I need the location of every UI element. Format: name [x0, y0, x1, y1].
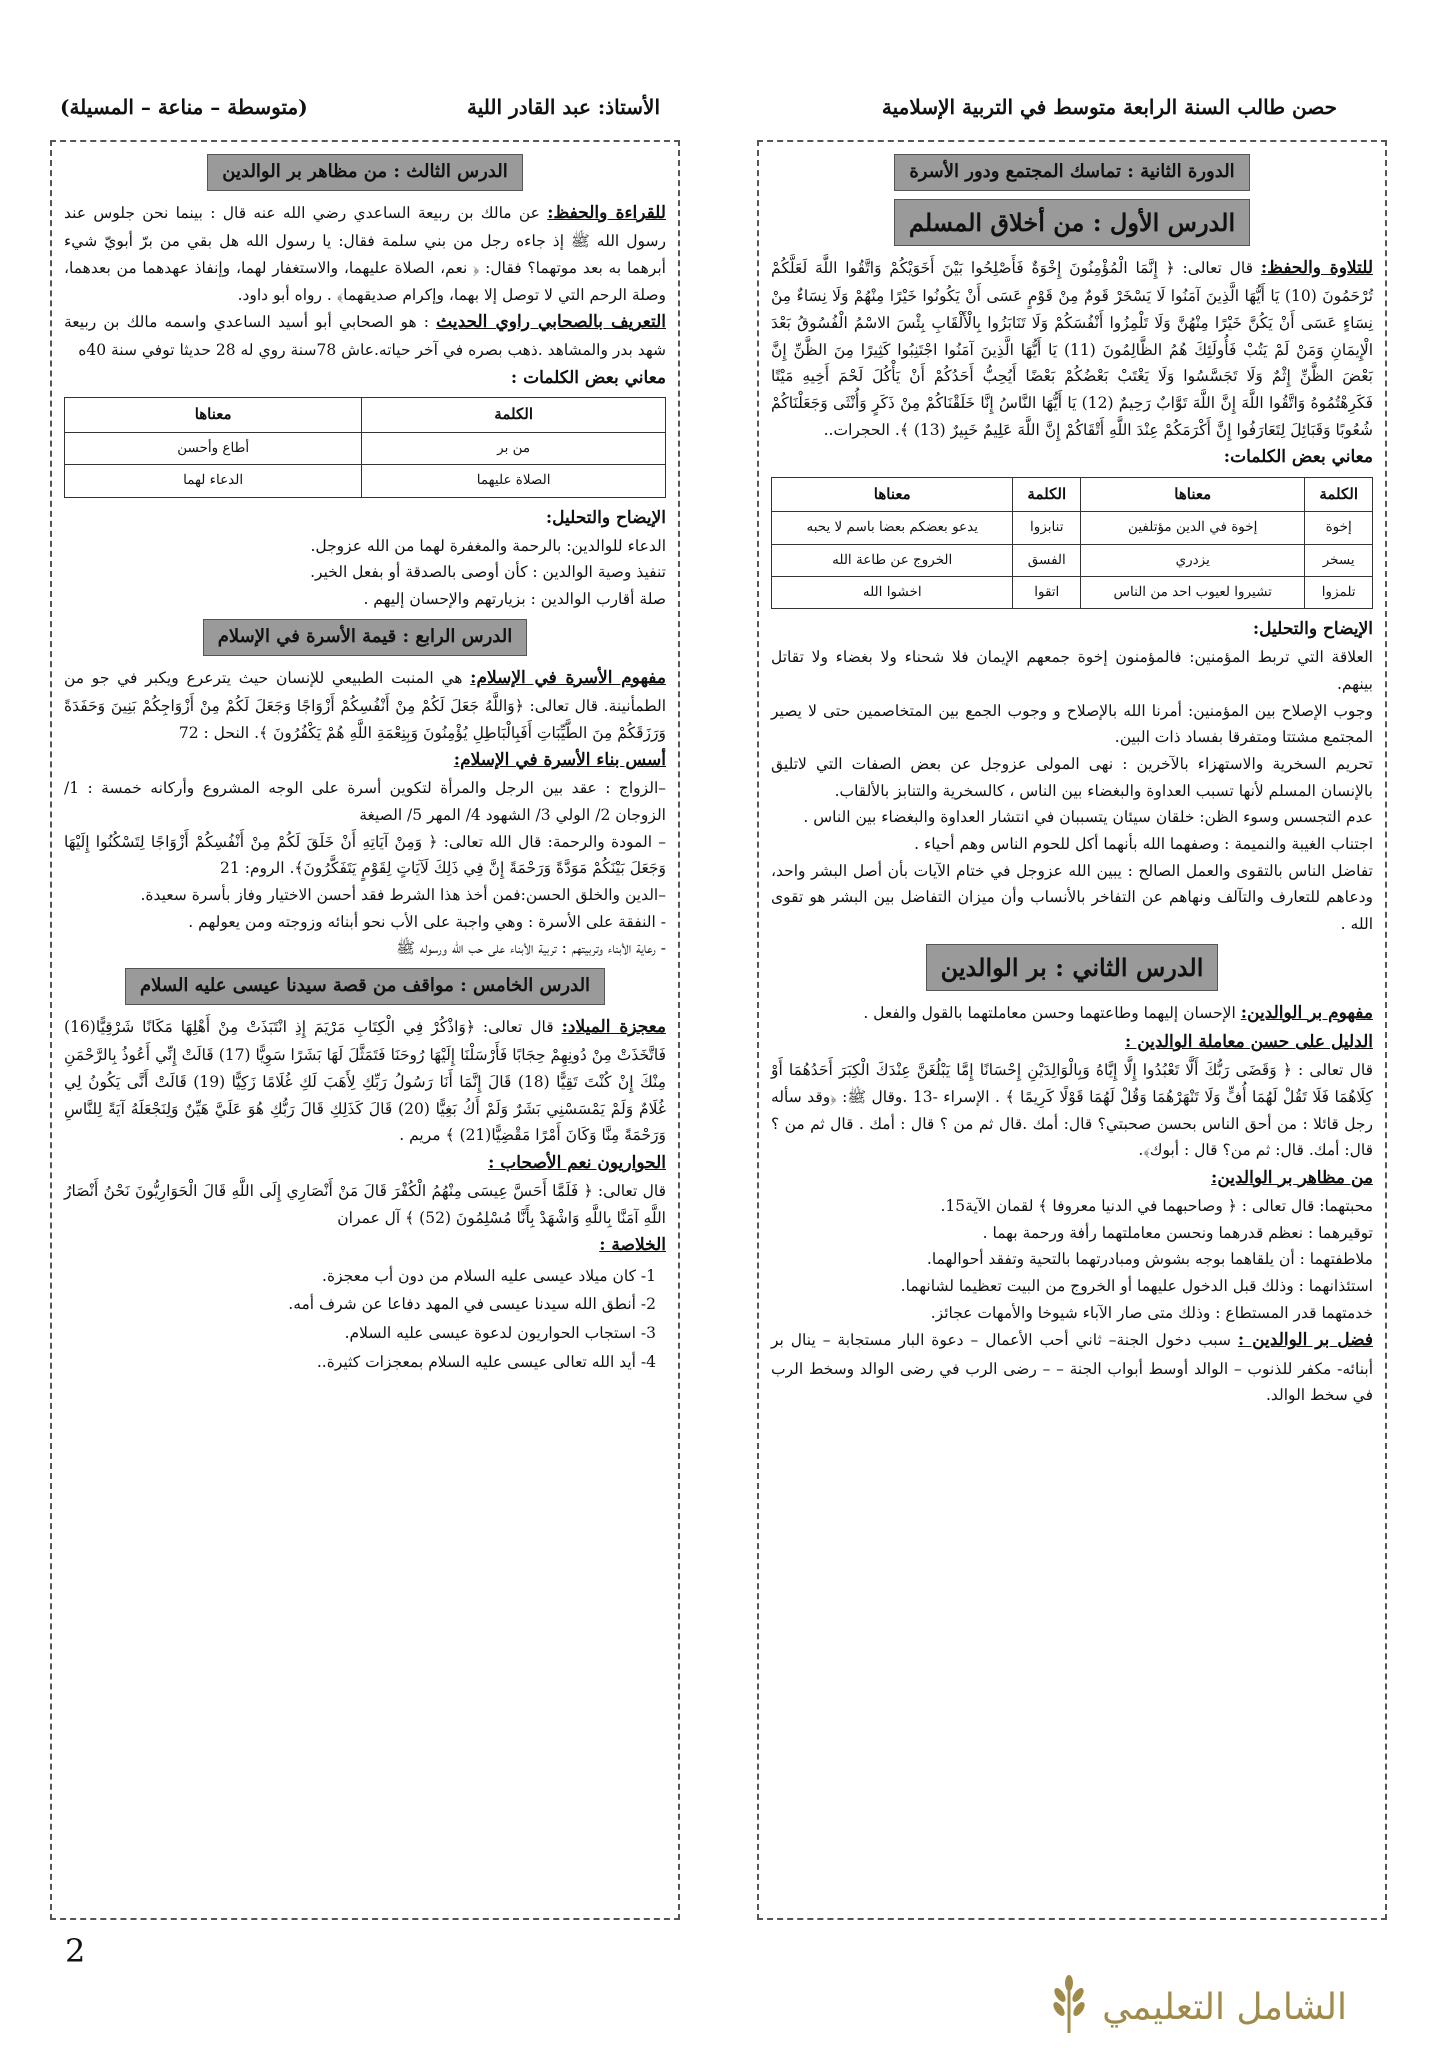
lesson1-words-heading: معاني بعض الكلمات: [1223, 447, 1373, 468]
unit-title: الدورة الثانية : تماسك المجتمع ودور الأسرة [894, 154, 1249, 191]
table-row: تلمزوا تشيروا لعيوب احد من الناس اتقوا اخشوا الله [772, 576, 1373, 608]
list-item: 2- أنطق الله سيدنا عيسى في المهد دفاعا عن شرف أمه. [288, 1295, 656, 1314]
lesson2-evidence: قال تعالى : ﴿ وَقَضَى رَبُّكَ أَلَّا تَعْبُدُوا إِلَّا إِيَّاهُ وَبِالْوَالِدَيْنِ إِحْسَانًا إِمَّا يَبْلُغَنَّ عِنْدَكَ الْكِبَرَ أَحَدُهُمَا أَوْ كِلَاهُمَا فَلَا تَقُلْ لَهُمَا أُفٍّ وَلَا تَنْهَرْهُمَا وَقُلْ لَهُمَا قَوْلًا كَرِيمًا ﴾ . الإسراء -13 .وقال ﷺ: ﴿وقد سأله رجل قائلا : من أحق الناس بحسن صحبتي؟ قال: أمك .قال ثم من ؟ قال : أمك . قال ثم من ؟ قال: أمك. قال: ثم من؟ قال : أبوك﴾. [771, 1061, 1373, 1160]
list-item: تفاضل الناس بالتقوى والعمل الصالح : يبين الله عزوجل في ختام الآيات بأن أصل البشر واحد، ودعاهم للتعارف والتآلف ونهاهم عن التفاخر بالأنساب وأن ميزان التفاضل بين البشر هو تقوى الله . [771, 861, 1373, 933]
list-item: الدعاء للوالدين: بالرحمة والمغفرة لهما من الله عزوجل. [310, 536, 666, 555]
list-item: 4- أيد الله تعالى عيسى عليه السلام بمعجزات كثيرة.. [316, 1352, 656, 1371]
lesson1-words-table: الكلمة معناها الكلمة معناها إخوة إخوة في الدين مؤتلفين تنابزوا يدعو بعضكم بعضا باسم لا يحبه يسخر يزدري الفسق الخروج عن طاعة الله تلمزوا تشيروا لعيوب احد من الناس اتقوا اخشوا الله [771, 477, 1373, 609]
page-number: 2 [65, 1932, 86, 1970]
lesson5-summary-heading: الخلاصة : [599, 1235, 666, 1256]
lesson1-recitation: للتلاوة والحفظ: قال تعالى: ﴿ إِنَّمَا الْمُؤْمِنُونَ إِخْوَةٌ فَأَصْلِحُوا بَيْنَ أَخَوَيْكُمْ وَاتَّقُوا اللَّهَ لَعَلَّكُمْ تُرْحَمُونَ (10) يَا أَيُّهَا الَّذِينَ آمَنُوا لَا يَسْخَرْ قَومٌ مِنْ قَوْمٍ عَسَى أَنْ يَكُونُوا خَيْرًا مِنْهُمْ وَلَا نِسَاءٌ مِنْ نِسَاءٍ عَسَى أَنْ يَكُنَّ خَيْرًا مِنْهُنَّ وَلَا تَلْمِزُوا أَنْفُسَكُمْ وَلَا تَنَابَزُوا بِالْأَلْقَابِ بِئْسَ الاسْمُ الْفُسُوقُ بَعْدَ الْإِيمَانِ وَمَنْ لَمْ يَتُبْ فَأُولَئِكَ هُمُ الظَّالِمُونَ (11) يَا أَيُّهَا الَّذِينَ آمَنُوا اجْتَنِبُوا كَثِيرًا مِنَ الظَّنِّ إِنَّ بَعْضَ الظَّنِّ إِثْمٌ وَلَا تَجَسَّسُوا وَلَا يَغْتَبْ بَعْضُكُمْ بَعْضًا أَيُحِبُّ أَحَدُكُمْ أَنْ يَأْكُلَ لَحْمَ أَخِيهِ مَيْتًا فَكَرِهْتُمُوهُ وَاتَّقُوا اللَّهَ إِنَّ اللَّهَ تَوَّابٌ رَحِيمٌ (12) يَا أَيُّهَا النَّاسُ إِنَّا خَلَقْنَاكُمْ مِنْ ذَكَرٍ وَأُنْثَى وَجَعَلْنَاكُمْ شُعُوبًا وَقَبَائِلَ لِتَعَارَفُوا إِنَّ أَكْرَمَكُمْ عِنْدَ اللَّهِ أَتْقَاكُمْ إِنَّ اللَّهَ عَلِيمٌ خَبِيرٌ (13) ﴾. الحجرات.. [771, 258, 1374, 439]
list-item: 3- استجاب الحواريون لدعوة عيسى عليه السلام. [344, 1323, 656, 1342]
list-item: 1- كان ميلاد عيسى عليه السلام من دون أب معجزة. [322, 1266, 656, 1285]
table-row: الصلاة عليهما الدعاء لهما [65, 465, 666, 497]
school-name: (متوسطة – مناعة – المسيلة) [60, 95, 308, 119]
table-row: يسخر يزدري الفسق الخروج عن طاعة الله [772, 544, 1373, 576]
lesson5-apostles-heading: الحواريون نعم الأصحاب : [488, 1152, 666, 1173]
list-item: محبتهما: قال تعالى : ﴿ وصاحبهما في الدنيا معروفا ﴾ لقمان الآية15. [940, 1197, 1373, 1216]
lesson4-basis-heading: أسس بناء الأسرة في الإسلام: [453, 750, 666, 771]
lesson5-apostles: قال تعالى: ﴿ فَلَمَّا أَحَسَّ عِيسَى مِنْهُمُ الْكُفْرَ قَالَ مَنْ أَنْصَارِي إِلَى اللَّهِ قَالَ الْحَوَارِيُّونَ نَحْنُ أَنْصَارُ اللَّهِ آمَنَّا بِاللَّهِ وَاشْهَدْ بِأَنَّا مُسْلِمُونَ (52) ﴾ آل عمران [64, 1182, 666, 1227]
lesson3-reading: للقراءة والحفظ: عن مالك بن ربيعة الساعدي رضي الله عنه قال : بينما نحن جلوس عند رسول الله ﷺ إذ جاءه رجل من بني سلمة فقال: يا رسول الله هل بقي من برّ أبويّ شيء أبرهما به بعد موتهما؟ فقال: ﴿ نعم، الصلاة عليهما، والاستغفار لهما، وإنفاذ عهدهما من بعدهما، وصلة الرحم التي لا توصل إلا بهما، وإكرام صديقهما﴾ . رواه أبو داود. [64, 202, 666, 304]
right-column [757, 140, 1387, 1920]
lesson5-summary-list [64, 1263, 666, 1376]
list-item: صلة أقارب الوالدين : بزيارتهم والإحسان إليهم . [363, 590, 666, 609]
list-item: توقيرهما : نعظم قدرهما ونحسن معاملتهما رأفة ورحمة بهما . [982, 1223, 1373, 1242]
lesson5-title: الدرس الخامس : مواقف من قصة سيدنا عيسى عليه السلام [125, 968, 605, 1005]
table-row: إخوة إخوة في الدين مؤتلفين تنابزوا يدعو بعضكم بعضا باسم لا يحبه [772, 512, 1373, 544]
lesson3-title: الدرس الثالث : من مظاهر بر الوالدين [207, 154, 522, 191]
list-item: وجوب الإصلاح بين المؤمنين: أمرنا الله بالإصلاح و وجوب الجمع بين المتخاصمين حتى لا يصير المجتمع مشتتا ومتفرقا بفساد ذات البين. [771, 701, 1373, 747]
table-row: من بر أطاع وأحسن [65, 433, 666, 465]
list-item: اجتناب الغيبة والنميمة : وصفهما الله بأنهما أكل للحوم الناس وهم أحياء . [914, 834, 1373, 853]
lesson4-concept: مفهوم الأسرة في الإسلام: هي المنبت الطبيعي للإنسان حيث يترعرع ويكبر في جو من الطمأنينة. قال تعالى: ﴿وَاللَّهُ جَعَلَ لَكُمْ مِنْ أَنْفُسِكُمْ أَزْوَاجًا وَجَعَلَ لَكُمْ مِنْ أَزْوَاجِكُمْ بَنِينَ وَحَفَدَةً وَرَزَقَكُمْ مِنَ الطَّيِّبَاتِ أَفَبِالْبَاطِلِ يُؤْمِنُونَ وَبِنِعْمَةِ اللَّهِ هُمْ يَكْفُرُونَ ﴾. النحل : 72 [64, 667, 666, 742]
lesson2-evidence-heading: الدليل على حسن معاملة الوالدين : [1125, 1032, 1373, 1053]
lesson2-concept: مفهوم بر الوالدين: الإحسان إليهما وطاعتهما وحسن معاملتهما بالقول والفعل . [863, 1002, 1373, 1023]
teacher-name: الأستاذ: عبد القادر اللية [467, 95, 660, 119]
list-item: عدم التجسس وسوء الظن: خلقان سيئان يتسببان في انتشار العداوة والبغضاء بين الناس . [803, 808, 1373, 827]
lesson1-title: الدرس الأول : من أخلاق المسلم [894, 199, 1250, 246]
lesson2-merit: فضل بر الوالدين : سبب دخول الجنة– ثاني أحب الأعمال – دعوة البار مستجابة – ينال بر أبنائه- مكفر للذنوب – الوالد أوسط أبواب الجنة – – رضى الرب في رضى الوالد وسخط الرب في سخط الوالد. [771, 1330, 1373, 1405]
lesson3-narrator: التعريف بالصحابي راوي الحديث : هو الصحابي أبو أسيد الساعدي واسمه مالك بن ربيعة شهد بدر والمشاهد .ذهب بصره في آخر حياته.عاش 78سنة روي له 28 حديثا توفي سنة 40ه [64, 312, 666, 360]
list-item: تنفيذ وصية الوالدين : كأن أوصى بالصدقة أو بفعل الخير. [310, 563, 666, 582]
lesson5-miracle: معجزة الميلاد: قال تعالى: ﴿وَاذْكُرْ فِي الْكِتَابِ مَرْيَمَ إِذِ انْتَبَذَتْ مِنْ أَهْلِهَا مَكَانًا شَرْقِيًّا(16) فَاتَّخَذَتْ مِنْ دُونِهِمْ حِجَابًا فَأَرْسَلْنَا إِلَيْهَا رُوحَنَا فَتَمَثَّلَ لَهَا بَشَرًا سَوِيًّا (17) قَالَتْ إِنِّي أَعُوذُ بِالرَّحْمَنِ مِنْكَ إِنْ كُنْتَ تَقِيًّا (18) قَالَ إِنَّمَا أَنَا رَسُولُ رَبِّكِ لِأَهَبَ لَكِ غُلَامًا زَكِيًّا (19) قَالَتْ أَنَّى يَكُونُ لِي غُلَامٌ وَلَمْ يَمْسَسْنِي بَشَرٌ وَلَمْ أَكُ بَغِيًّا (20) قَالَ كَذَلِكِ قَالَ رَبُّكِ هُوَ عَلَيَّ هَيِّنٌ وَلِنَجْعَلَهُ آيَةً لِلنَّاسِ وَرَحْمَةً مِنَّا وَكَانَ أَمْرًا مَقْضِيًّا(21) ﴾ مريم . [64, 1017, 666, 1145]
list-item: استئذانهما : وذلك قبل الدخول عليهما أو الخروج من البيت تعظيما لشانهما. [900, 1277, 1373, 1296]
list-item: خدمتهما قدر المستطاع : وذلك متى صار الآباء شيوخا والأمهات عجائز. [930, 1303, 1373, 1322]
list-item: ملاطفتهما : أن يلقاهما بوجه بشوش ومبادرتهما بالتحية وتفقد أحوالهما. [926, 1250, 1373, 1269]
list-item: - النفقة على الأسرة : وهي واجبة على الأب نحو أبنائه وزوجته ومن يعولهم . [188, 912, 666, 931]
list-item: –الزواج : عقد بين الرجل والمرأة لتكوين أسرة على الوجه المشروع وأركانه خمسة : 1/ الزوجان 2/ الولي 3/ الشهود 4/ المهر 5/ الصيغة [64, 779, 666, 825]
brand-logo [1046, 1975, 1347, 2039]
header-teacher [60, 95, 660, 119]
lesson2-aspects-heading: من مظاهر بر الوالدين: [1211, 1167, 1373, 1188]
list-item: – المودة والرحمة: قال الله تعالى: ﴿ وَمِنْ آيَاتِهِ أَنْ خَلَقَ لَكُمْ مِنْ أَنْفُسِكُمْ أَزْوَاجًا لِتَسْكُنُوا إِلَيْهَا وَجَعَلَ بَيْنَكُمْ مَوَدَّةً وَرَحْمَةً إِنَّ فِي ذَلِكَ لَآيَاتٍ لِقَوْمٍ يَتَفَكَّرُونَ﴾. الروم: 21 [64, 832, 666, 878]
left-column [50, 140, 680, 1920]
lesson4-title: الدرس الرابع : قيمة الأسرة في الإسلام [203, 619, 528, 656]
wheat-icon [1046, 1975, 1092, 2039]
list-item: تحريم السخرية والاستهزاء بالآخرين : نهى المولى عزوجل عن بعض الصفات التي لاتليق بالإنسان المسلم لأنها تسبب العداوة والبغضاء بين الناس ، كالسخرية والتنابز بالألقاب. [771, 754, 1373, 800]
lesson2-title: الدرس الثاني : بر الوالدين [926, 944, 1219, 991]
lesson3-analysis-heading: الإيضاح والتحليل: [545, 507, 666, 528]
header-title: حصن طالب السنة الرابعة متوسط في التربية الإسلامية [881, 95, 1337, 119]
lesson3-words-heading: معاني بعض الكلمات : [510, 368, 666, 389]
list-item: العلاقة التي تربط المؤمنين: فالمؤمنون إخوة جمعهم الإيمان فلا شحناء ولا بغضاء ولا تقاتل بينهم. [771, 648, 1373, 693]
lesson1-analysis-heading: الإيضاح والتحليل: [1252, 619, 1373, 640]
lesson3-words-table: الكلمة معناها من بر أطاع وأحسن الصلاة عليهما الدعاء لهما [64, 397, 666, 497]
brand-name: الشامل التعليمي [1102, 1986, 1347, 2028]
list-item: - رعاية الأبناء وتربيتهم : تربية الأبناء على حب الله ورسوله ﷺ [396, 939, 666, 958]
list-item: –الدين والخلق الحسن:فمن أخذ هذا الشرط فقد أحسن الاختيار وفاز بأسرة سعيدة. [140, 886, 666, 905]
